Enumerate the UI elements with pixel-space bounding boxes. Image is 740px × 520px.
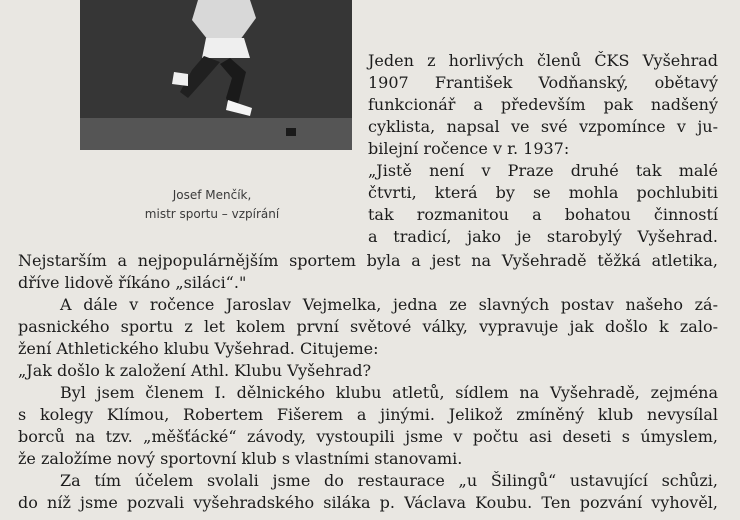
caption-name: Josef Menčík, <box>172 188 252 202</box>
text-line: Za tím účelem svolali jsme do restaurace „u Šilingů“ ustavující schůzi, <box>60 471 718 490</box>
text-line: A dále v ročence Jaroslav Vejmelka, jedna ze slavných postav našeho zá- <box>60 295 718 314</box>
text-line: Nejstarším a nejpopulárnějším sportem byla a jest na Vyšehradě těžká atletika, <box>18 251 718 270</box>
body-text <box>18 250 718 514</box>
weightlifter-figure-icon <box>80 0 352 150</box>
photo-caption <box>82 186 342 224</box>
text-line: borců na tzv. „měšťácké“ závody, vystoupili jsme v počtu asi deseti s úmyslem, <box>18 427 718 446</box>
text-line: cyklista, napsal ve své vzpomínce v ju- <box>368 117 718 136</box>
text-line: do níž jsme pozvali vyšehradského siláka p. Václava Koubu. Ten pozvání vyhověl, <box>18 493 718 512</box>
intro-paragraph <box>368 50 718 248</box>
text-line: „Jak došlo k založení Athl. Klubu Vyšehrad? <box>18 361 372 380</box>
text-line: 1907 František Vodňanský, obětavý <box>368 73 718 92</box>
text-line: a tradicí, jako je starobylý Vyšehrad. <box>368 227 718 246</box>
text-line: že založíme nový sportovní klub s vlastními stanovami. <box>18 449 463 468</box>
text-line: Byl jsem členem I. dělnického klubu atletů, sídlem na Vyšehradě, zejména <box>60 383 718 402</box>
caption-title: mistr sportu – vzpírání <box>144 207 280 221</box>
text-line: „Jistě není v Praze druhé tak malé <box>368 161 718 180</box>
text-line: bilejní ročence v r. 1937: <box>368 139 570 158</box>
text-line: funkcionář a především pak nadšený <box>368 95 718 114</box>
text-line: Jeden z horlivých členů ČKS Vyšehrad <box>368 51 718 70</box>
text-line: tak rozmanitou a bohatou činností <box>368 205 718 224</box>
text-line: čtvrti, která by se mohla pochlubiti <box>368 183 718 202</box>
text-line: pasnického sportu z let kolem první světové války, vypravuje jak došlo k zalo- <box>18 317 718 336</box>
weightlifter-photo <box>80 0 352 150</box>
text-line: dříve lidově říkáno „siláci“." <box>18 273 247 292</box>
text-line: s kolegy Klímou, Robertem Fišerem a jinými. Jelikož zmíněný klub nevysílal <box>18 405 718 424</box>
text-line: žení Athletického klubu Vyšehrad. Citujeme: <box>18 339 379 358</box>
